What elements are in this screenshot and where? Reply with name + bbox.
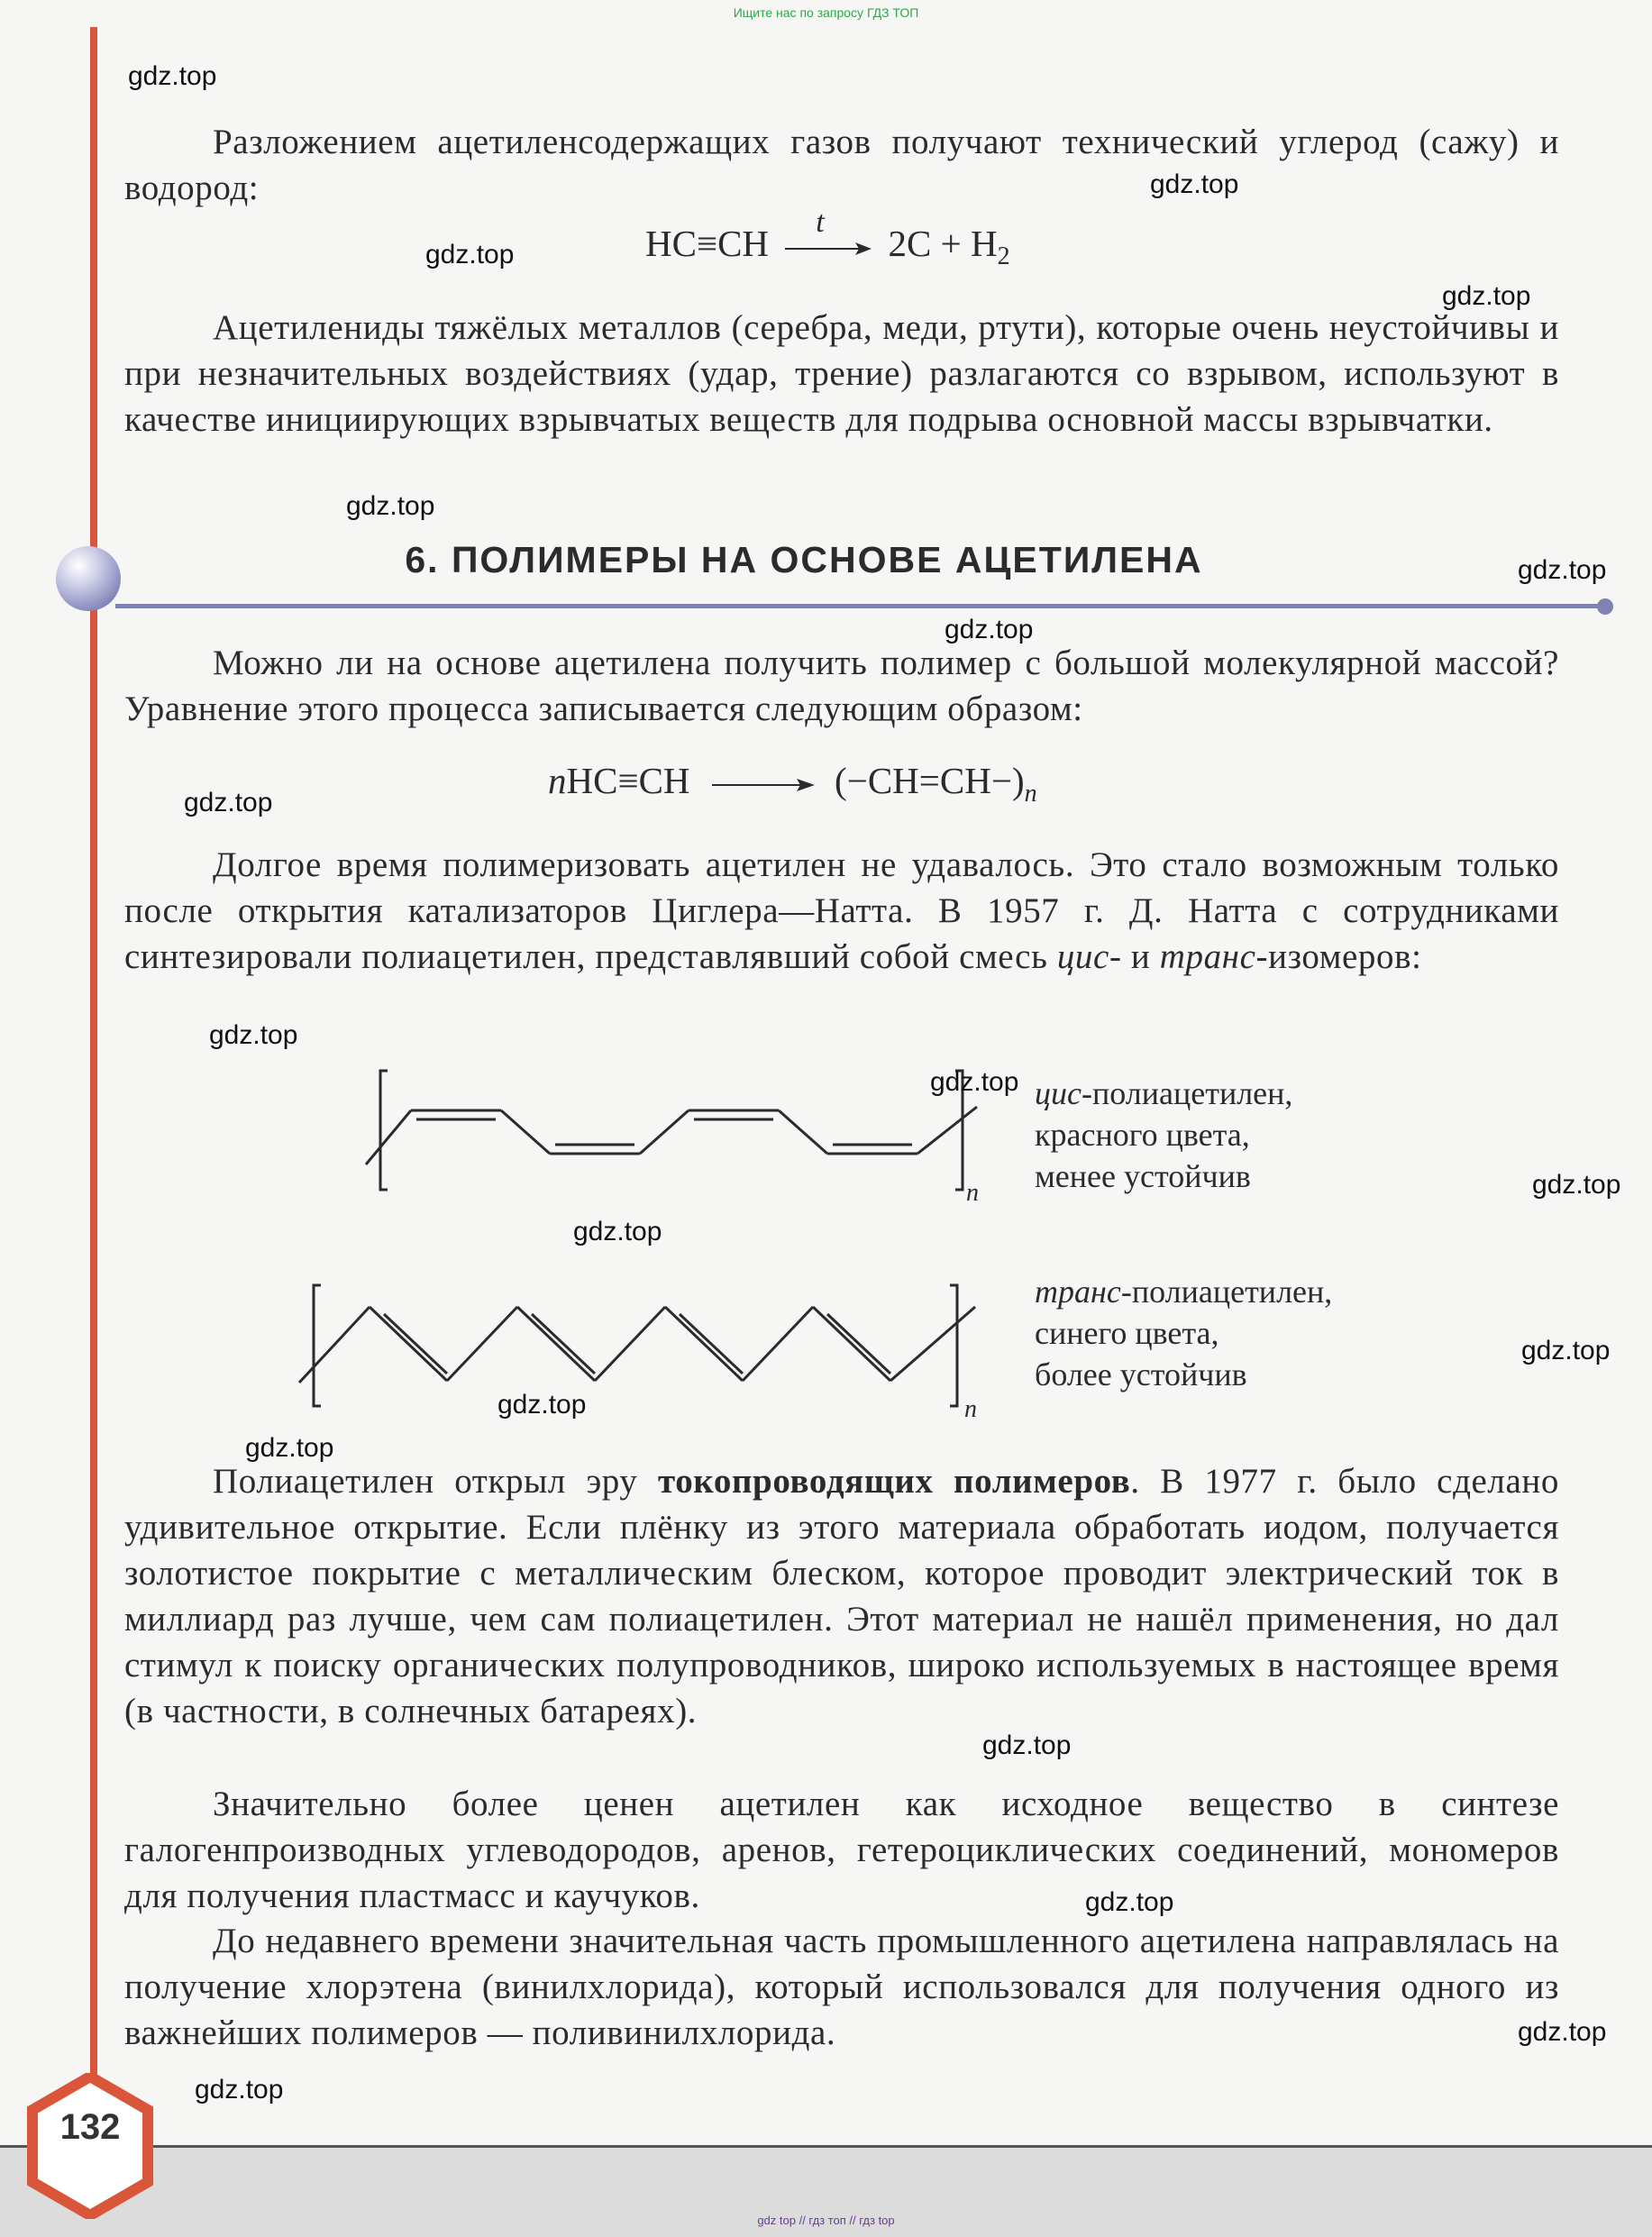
paragraph-question bbox=[124, 640, 1559, 732]
watermark: gdz.top bbox=[1085, 1887, 1174, 1917]
trans-label bbox=[1035, 1271, 1332, 1395]
watermark: gdz.top bbox=[195, 2075, 284, 2105]
formula-subscript: n bbox=[1024, 780, 1037, 808]
watermark: gdz.top bbox=[573, 1217, 662, 1246]
text-run: Долгое время полимеризовать ацетилен не удавалось. Это стало возможным только после открытия катализаторов Циглера—Натта. В 1957 г. Д. Натта с сотрудниками синтезировали полиацетилен, представлявший собой смесь bbox=[124, 845, 1559, 976]
watermark: gdz.top bbox=[346, 491, 435, 521]
watermark: gdz.top bbox=[128, 61, 217, 91]
watermark: gdz.top bbox=[945, 615, 1034, 644]
paragraph-text: Можно ли на основе ацетилена получить полимер с большой молекулярной массой? Уравнение этого процесса записывается следующим образом: bbox=[124, 644, 1559, 728]
cis-label-line2: красного цвета, bbox=[1035, 1117, 1250, 1153]
heading-rule-dot-icon bbox=[1597, 598, 1613, 615]
text-run: Полиацетилен открыл эру bbox=[213, 1462, 658, 1501]
trans-label-line1 bbox=[1035, 1271, 1332, 1312]
cis-prefix: цис bbox=[1035, 1075, 1082, 1111]
paragraph-text: Ацетилениды тяжёлых металлов (серебра, меди, ртути), которые очень неустойчивы и при незначительных воздействиях (удар, трение) разлагаются со взрывом, используют в качестве инициирующих взрывчатых веществ для подрыва основной массы взрывчатки. bbox=[124, 308, 1559, 439]
paragraph-natta bbox=[124, 842, 1559, 980]
formula-subscript: 2 bbox=[997, 242, 1010, 271]
trans-label-line3: более устойчив bbox=[1035, 1356, 1247, 1392]
reaction-arrow-icon bbox=[708, 776, 817, 794]
formula-decomposition bbox=[645, 205, 1010, 271]
reaction-arrow-icon bbox=[783, 240, 873, 258]
arrow-condition: t bbox=[816, 205, 825, 239]
paragraph-text bbox=[124, 842, 1559, 980]
margin-line bbox=[90, 27, 97, 2118]
cis-label-line3: менее устойчив bbox=[1035, 1158, 1251, 1194]
section-heading-block bbox=[56, 539, 1570, 611]
watermark: gdz.top bbox=[930, 1067, 1019, 1097]
text-italic-cis: цис bbox=[1056, 937, 1109, 976]
text-run: - и bbox=[1109, 937, 1160, 976]
cis-label-line1 bbox=[1035, 1073, 1292, 1114]
watermark: gdz.top bbox=[1442, 281, 1531, 311]
formula-left: HC≡CH bbox=[645, 223, 770, 264]
top-note: Ищите нас по запросу ГДЗ ТОП bbox=[733, 5, 919, 20]
watermark: gdz.top bbox=[1518, 555, 1607, 585]
watermark: gdz.top bbox=[1518, 2017, 1607, 2047]
paragraph-text bbox=[124, 1458, 1559, 1734]
trans-line1-text: -полиацетилен, bbox=[1120, 1274, 1333, 1310]
watermark: gdz.top bbox=[1532, 1170, 1621, 1200]
text-run: . В 1977 г. было сделано удивительное открытие. Если плёнку из этого материала обработать иодом, получается золотистое покрытие с металлическим блеском, которое проводит электрический ток в миллиард раз лучше, чем сам полиацетилен. Этот материал не нашёл применения, но дал стимул к поиску органических полупроводников, широко используемых в настоящее время (в частности, в солнечных батареях). bbox=[124, 1462, 1559, 1730]
watermark: gdz.top bbox=[184, 788, 273, 817]
section-heading: 6. ПОЛИМЕРЫ НА ОСНОВЕ АЦЕТИЛЕНА bbox=[405, 539, 1203, 580]
formula-left: HC≡CH bbox=[566, 760, 690, 801]
watermark: gdz.top bbox=[1150, 169, 1239, 199]
watermark: gdz.top bbox=[1521, 1336, 1611, 1365]
trans-label-line2: синего цвета, bbox=[1035, 1315, 1219, 1351]
page-number: 132 bbox=[59, 2107, 121, 2147]
paragraph-text: Значительно более ценен ацетилен как исходное вещество в синтезе галогенпроизводных углеводородов, аренов, гетероциклических соединений, мономеров для получения пластмасс и каучуков. bbox=[124, 1785, 1559, 1915]
text-italic-trans: транс bbox=[1159, 937, 1256, 976]
bracket-subscript: n bbox=[966, 1179, 979, 1207]
bottom-note: gdz top // гдз топ // гдз top bbox=[757, 2214, 895, 2227]
paragraph-text: Разложением ацетиленсодержащих газов получают технический углерод (сажу) и водород: bbox=[124, 123, 1559, 207]
text-run: -изомеров: bbox=[1255, 937, 1422, 976]
bracket-subscript: n bbox=[964, 1395, 977, 1423]
formula-polymerization bbox=[548, 759, 1037, 808]
formula-right: (−CH=CH−) bbox=[835, 760, 1025, 801]
trans-prefix: транс bbox=[1035, 1274, 1121, 1310]
watermark: gdz.top bbox=[425, 240, 515, 269]
paragraph-decomposition bbox=[124, 119, 1559, 211]
formula-coefficient: n bbox=[548, 760, 567, 801]
heading-rule bbox=[115, 604, 1602, 608]
cis-line1-text: -полиацетилен, bbox=[1081, 1075, 1293, 1111]
paragraph-synthesis bbox=[124, 1781, 1559, 1919]
watermark: gdz.top bbox=[209, 1020, 298, 1050]
text-bold-term: токопроводящих полимеров bbox=[657, 1462, 1131, 1501]
paragraph-pvc bbox=[124, 1918, 1559, 2056]
watermark: gdz.top bbox=[982, 1730, 1072, 1760]
watermark: gdz.top bbox=[497, 1390, 587, 1420]
cis-label bbox=[1035, 1073, 1292, 1197]
watermark: gdz.top bbox=[245, 1433, 334, 1463]
paragraph-acetylides bbox=[124, 305, 1559, 443]
trans-polyacetylene-structure bbox=[297, 1280, 991, 1424]
paragraph-text: До недавнего времени значительная часть промышленного ацетилена направлялась на получение хлорэтена (винилхлорида), который использовался для получения одного из важнейших полимеров — поливинилхлорида. bbox=[124, 1922, 1559, 2052]
paragraph-conductive bbox=[124, 1458, 1559, 1734]
formula-right: 2C + H bbox=[888, 223, 998, 264]
cis-polyacetylene-structure bbox=[361, 1064, 991, 1208]
